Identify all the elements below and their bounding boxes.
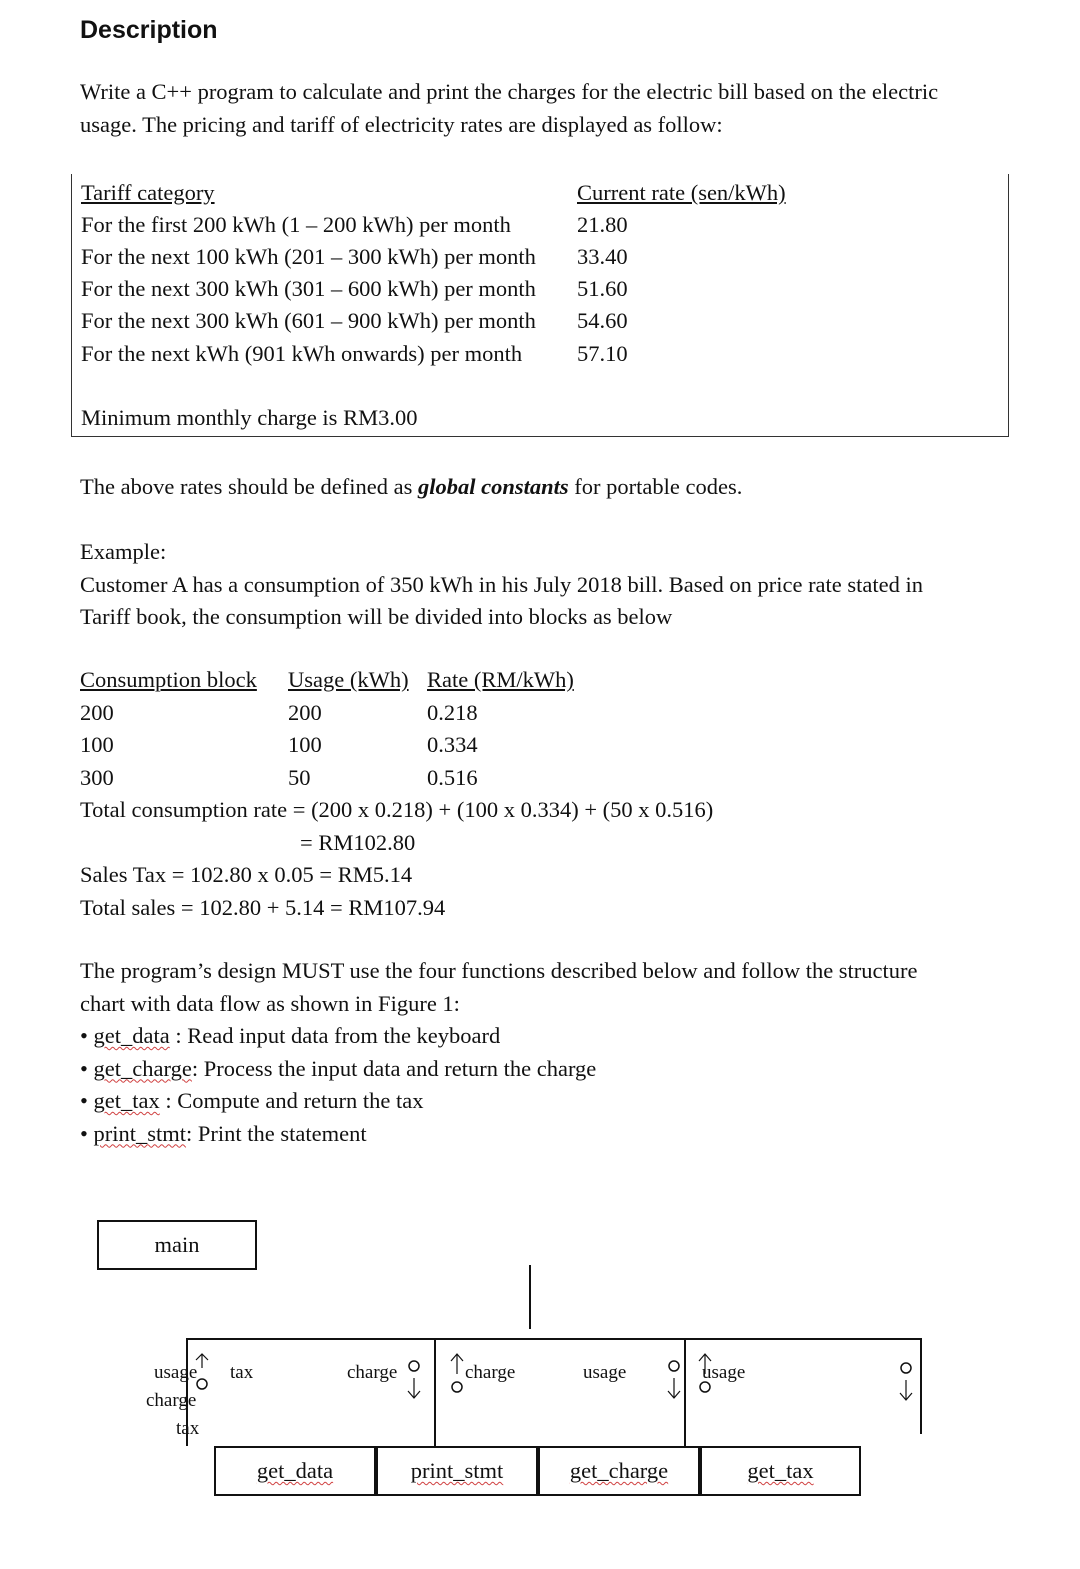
consumption-rate: 0.218 — [427, 699, 478, 725]
function-name: print_stmt — [93, 1120, 187, 1146]
function-name: get_data — [93, 1023, 170, 1048]
intro-line-2: usage. The pricing and tariff of electricity rates are displayed as follow: — [80, 111, 723, 137]
function-description: Print the statement — [197, 1120, 367, 1146]
tariff-row — [81, 338, 628, 370]
module-label: get_charge — [569, 1458, 669, 1483]
function-bullet: • get_charge: Process the input data and return the charge — [80, 1055, 597, 1081]
function-separator: : — [191, 1055, 204, 1081]
example-paragraph — [80, 536, 982, 634]
function-name: get_tax — [93, 1088, 160, 1113]
function-name: get_charge — [93, 1055, 192, 1081]
total-sales-text: Total sales = 102.80 + 5.14 = RM107.94 — [80, 894, 446, 920]
page-title: Description — [80, 16, 218, 44]
tariff-category: For the next 300 kWh (601 – 900 kWh) per month — [81, 308, 536, 333]
consumption-rate: 0.516 — [427, 764, 478, 790]
function-bullet: • print_stmt: Print the statement — [80, 1120, 367, 1146]
function-separator: : — [186, 1120, 198, 1146]
tariff-rate: 57.10 — [577, 341, 628, 366]
tariff-category: For the next 300 kWh (301 – 600 kWh) per month — [81, 276, 536, 301]
data-flow-up-arrow — [194, 1352, 212, 1392]
function-description: Process the input data and return the charge — [203, 1055, 597, 1081]
tariff-rate: 21.80 — [577, 212, 628, 237]
function-separator: : — [159, 1088, 178, 1113]
intro-line-1: Write a C++ program to calculate and print the charges for the electric bill based on the electric — [80, 79, 939, 104]
intro-paragraph — [80, 76, 1000, 141]
flow-label-charge: charge — [347, 1362, 398, 1383]
tariff-minimum-text: Minimum monthly charge is RM3.00 — [81, 405, 418, 430]
connector-to-print-stmt — [434, 1338, 436, 1446]
tariff-table — [71, 174, 1009, 437]
flow-label-tax: tax — [230, 1362, 254, 1383]
data-flow-up-arrow — [697, 1352, 715, 1396]
data-flow-up-arrow — [449, 1352, 467, 1396]
main-module-box: main — [97, 1220, 257, 1270]
note-text-after: for portable codes. — [568, 474, 743, 499]
module-print-stmt — [376, 1446, 538, 1496]
total-consumption-result: = RM102.80 — [300, 829, 416, 855]
module-get-data — [214, 1446, 376, 1496]
consumption-usage: 200 — [288, 699, 322, 725]
flow-label-tax: tax — [176, 1418, 200, 1439]
tariff-row — [81, 241, 628, 273]
flow-label-charge: charge — [146, 1390, 197, 1411]
consumption-header: Rate (RM/kWh) — [427, 667, 574, 692]
connector-horizontal — [186, 1338, 920, 1340]
consumption-rate: 0.334 — [427, 732, 478, 757]
example-label: Example: — [80, 539, 167, 564]
global-constants-note — [80, 471, 742, 504]
tariff-category: For the next kWh (901 kWh onwards) per month — [81, 341, 523, 366]
tariff-row — [81, 273, 628, 305]
design-line-2: chart with data flow as shown in Figure 1: — [80, 990, 460, 1016]
tariff-header-row — [81, 177, 786, 209]
consumption-block: 300 — [80, 764, 114, 790]
function-bullet: • get_data : Read input data from the keyboard — [80, 1023, 501, 1048]
tariff-category-header: Tariff category — [81, 180, 215, 205]
tariff-rate: 51.60 — [577, 276, 628, 301]
tariff-row — [81, 305, 628, 337]
module-label: get_data — [256, 1458, 334, 1483]
function-separator: : — [169, 1023, 188, 1048]
total-consumption-formula: Total consumption rate = (200 x 0.218) + (100 x 0.334) + (50 x 0.516) — [80, 797, 714, 822]
example-line-1: Customer A has a consumption of 350 kWh in his July 2018 bill. Based on price rate stated in — [80, 571, 924, 597]
data-flow-down-arrow — [898, 1360, 916, 1402]
note-text-before: The above rates should be defined as — [80, 474, 419, 499]
module-label: get_tax — [747, 1458, 814, 1483]
flow-label-usage: usage — [154, 1362, 198, 1383]
function-description: Compute and return the tax — [177, 1088, 424, 1113]
connector-to-get-charge — [684, 1338, 686, 1446]
module-get-charge — [538, 1446, 700, 1496]
example-line-2: Tariff book, the consumption will be divided into blocks as below — [80, 604, 673, 629]
tariff-category: For the next 100 kWh (201 – 300 kWh) per month — [81, 244, 536, 269]
design-line-1: The program’s design MUST use the four functions described below and follow the structure — [80, 958, 918, 983]
tariff-minimum-charge — [81, 402, 417, 434]
module-get-tax — [700, 1446, 861, 1496]
connector-to-get-tax — [920, 1338, 922, 1434]
tariff-rate-header: Current rate (sen/kWh) — [577, 180, 786, 205]
consumption-usage: 100 — [288, 732, 322, 757]
tariff-row — [81, 209, 628, 241]
flow-label-usage: usage — [702, 1362, 746, 1383]
data-flow-down-arrow — [406, 1358, 424, 1400]
flow-label-usage: usage — [583, 1362, 627, 1383]
design-paragraph — [80, 955, 1000, 1150]
tariff-rate: 33.40 — [577, 244, 628, 269]
note-emphasis: global constants — [418, 474, 569, 499]
flow-label-charge: charge — [465, 1362, 516, 1383]
function-bullet: • get_tax : Compute and return the tax — [80, 1088, 424, 1113]
module-label: print_stmt — [410, 1458, 504, 1483]
tariff-rate: 54.60 — [577, 308, 628, 333]
consumption-block: 100 — [80, 732, 114, 757]
function-description: Read input data from the keyboard — [187, 1023, 501, 1048]
data-flow-down-arrow — [666, 1358, 684, 1400]
connector-vertical — [529, 1265, 531, 1329]
consumption-header: Usage (kWh) — [288, 667, 409, 692]
consumption-usage: 50 — [288, 764, 311, 790]
tariff-category: For the first 200 kWh (1 – 200 kWh) per month — [81, 212, 511, 237]
consumption-block: 200 — [80, 699, 114, 725]
consumption-header: Consumption block — [80, 667, 257, 692]
sales-tax-text: Sales Tax = 102.80 x 0.05 = RM5.14 — [80, 862, 413, 887]
